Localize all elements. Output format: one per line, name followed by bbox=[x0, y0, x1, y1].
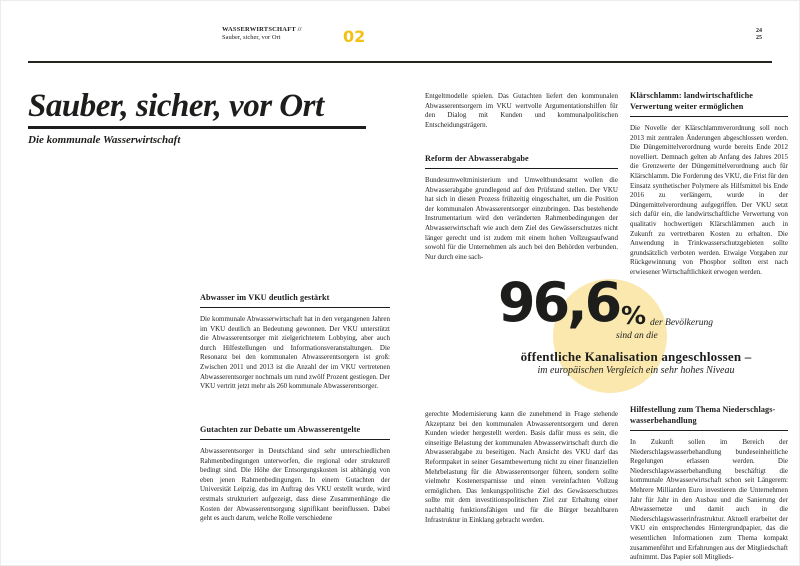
page-number-left: 24 bbox=[756, 28, 762, 34]
stat-caption-line3: öffentliche Kanalisation angeschlossen – bbox=[520, 349, 752, 364]
article-subtitle: Die kommunale Wasserwirtschaft bbox=[28, 133, 181, 146]
section-heading: Abwasser im VKU deutlich gestärkt bbox=[200, 292, 390, 308]
stat-value: 96,6 bbox=[498, 271, 620, 334]
title-block bbox=[28, 88, 388, 146]
column2-continuation-paragraph: gerechte Modernisierung kann die zunehmend in Frage stehende Akzeptanz bei den kommunalen Abwasserentsorgern und deren Kunden wieder hergestellt werden. Basis dafür muss es sein, die einseitige Belastung der kommunalen Abwasserwirtschaft durch die Abwasserabgabe zu beseitigen. Nach Ansicht des VKU darf das Reformpaket in seiner Gesamtbewertung nicht zu einer finanziellen Mehrbelastung für die Abwasserentsorger führen, sondern sollte vielmehr Kostenersparnisse und einen vereinfachten Vollzug ermöglichen. Das lenkungspolitische Ziel des Gewässerschutzes sollte mit dem investitionspolitischen Ziel zur Erhaltung einer nachhaltig funktionsfähigen und für die Bürger bezahlbaren Infrastruktur in Einklang gebracht werden. bbox=[425, 410, 618, 524]
section-heading: Klärschlamm: landwirtschaftliche Verwertung weiter ermöglichen bbox=[630, 90, 788, 117]
section-body: In Zukunft sollen im Bereich der Niederschlagswasserbehandlung bundeseinheitliche Regelungen erlassen werden. Die Niederschlagswasserbehandlung beschäftigt die kommunale Abwasserwirtschaft schon seit Längerem: Mehrere Milliarden Euro investieren die Unternehmen Jahr für Jahr in den Ausbau und die Sanierung der Abwassernetze und damit auch in die Niederschlagswasserinfrastruktur. Aktuell erarbeitet der VKU ein entsprechendes Hintergrundpapier, das die wesentlichen Informationen zum Thema kompakt zusammenführt und Erfahrungen aus der Mitgliedschaft aufnimmt. Das Papier soll Mitglieds- bbox=[630, 438, 788, 562]
header-kicker-block bbox=[222, 26, 302, 42]
section-body: Abwasserentsorger in Deutschland sind sehr unterschiedlichen Rahmenbedingungen unterworfen, die regional oder strukturell bedingt sind. Die Höhe der Entsorgungskosten ist abhängig von eben jenen Rahmenbedingungen. In einem Gutachten der Universität Leipzig, das im Auftrag des VKU erstellt wurde, wird erstmals strukturiert aufgezeigt, dass diese Zusammenhänge die Kosten der Abwasserentsorgung signifikant beeinflussen. Dabei geht es auch darum, welche Rolle verschiedene bbox=[200, 447, 390, 523]
header-rule bbox=[28, 61, 772, 63]
stat-caption-line4: im europäischen Vergleich ein sehr hohes Niveau bbox=[537, 365, 735, 376]
section-body: Die Novelle der Klärschlammverordnung soll noch 2013 mit zentralen Änderungen abgeschlossen werden. Die Düngemittelverordnung wurde bereits Ende 2012 novelliert. Demnach gelten ab Anfang des Jahres 2015 die Grenzwerte der Düngemittelverordnung auch für Klärschlamm. Die Forderung des VKU, die Frist für den Einsatz synthetischer Polymere als Hilfsmittel bis Ende 2016 zu verlängern, wurde in der Düngemittelverordnung aufgegriffen. Der VKU setzt sich dafür ein, die landwirtschaftliche Verwertung von qualitativ hochwertigen Klärschlämmen auch in Zukunft zu vertretbaren Kosten zu erhalten. Die Anwendung in Trinkwasserschutzgebieten sollte grundsätzlich verboten werden. Etwaige Vorgaben zur Rückgewinnung von Phosphor sollten erst nach erwiesener Wirtschaftlichkeit erwogen werden. bbox=[630, 124, 788, 276]
section-heading: Reform der Abwasserabgabe bbox=[425, 153, 618, 169]
stat-caption-line2: sind an die bbox=[616, 331, 658, 341]
stat-infographic bbox=[490, 271, 782, 400]
stat-unit: % bbox=[621, 301, 647, 330]
stat-caption-line1: der Bevölkerung bbox=[650, 318, 714, 328]
section-reform-abwasserabgabe bbox=[425, 153, 618, 262]
column2-intro-paragraph: Entgeltmodelle spielen. Das Gutachten liefert den kommunalen Abwasserentsorgern im VKU wertvolle Argumentationshilfen für den Dialog mit Kunden und kommunalpolitischen Entscheidungsträgern. bbox=[425, 92, 618, 129]
section-klaerschlamm bbox=[630, 90, 788, 278]
section-gutachten-entgelte bbox=[200, 424, 390, 524]
header-kicker-subtitle: Sauber, sicher, vor Ort bbox=[222, 34, 281, 41]
chapter-number: 02 bbox=[343, 27, 366, 46]
page-number-right: 25 bbox=[756, 35, 762, 41]
article-title: Sauber, sicher, vor Ort bbox=[28, 88, 324, 124]
section-body: Die kommunale Abwasserwirtschaft hat in den vergangenen Jahren im VKU deutlich an Bedeutung gewonnen. Der VKU unterstützt die Abwasserentsorger mit zielgerichtetem Lobbying, aber auch durch Hilfestellungen und Informationsveranstaltungen. Die Resonanz bei den kommunalen Abwasserentsorgern ist groß: Zwischen 2011 und 2013 ist die Anzahl der im VKU vertretenen Abwasserentsorger nochmals um rund zwölf Prozent gestiegen. Der VKU vertritt jetzt mehr als 260 kommunale Abwasserentsorger. bbox=[200, 315, 390, 391]
header-kicker: WASSERWIRTSCHAFT // bbox=[222, 26, 302, 33]
title-underline bbox=[28, 126, 366, 129]
section-heading: Hilfestellung zum Thema Niederschlagswasserbehandlung bbox=[630, 404, 788, 431]
section-niederschlagswasser bbox=[630, 404, 788, 563]
section-heading: Gutachten zur Debatte um Abwasserentgelte bbox=[200, 424, 390, 440]
section-body: Bundesumweltministerium und Umweltbundesamt wollen die Abwasserabgabe grundlegend auf den Prüfstand stellen. Der VKU hat sich in diesen Prozess frühzeitig eingeschaltet, um die Position der kommunalen Abwasserentsorger einzubringen. Das bestehende Instrumentarium wird den veränderten Rahmenbedingungen der Abwasserwirtschaft wie auch dem Ziel des Gewässerschutzes nicht länger gerecht und ist zudem mit einem hohen Vollzugsaufwand sowohl für die Unternehmen als auch bei den Behörden verbunden. Nur durch eine sach- bbox=[425, 176, 618, 261]
section-abwasser-gestaerkt bbox=[200, 292, 390, 392]
page-numbers bbox=[732, 28, 762, 42]
